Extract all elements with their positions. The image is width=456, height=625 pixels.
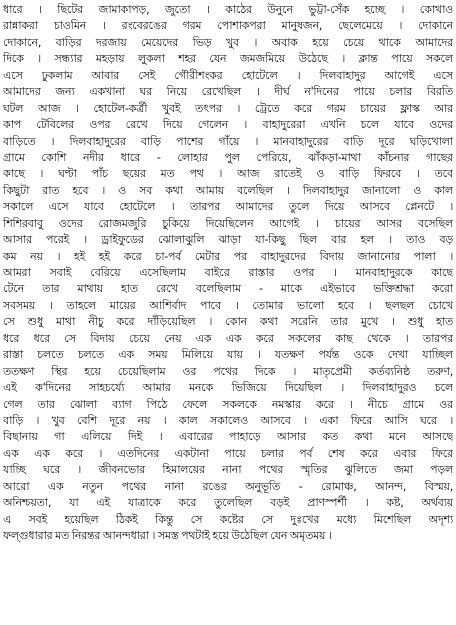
text-line-24: এই ক'দিনের সাহচর্য্যে আমার মনকে ভিজিয়ে দিয়েছিল । দিলবাহাদুরও চলে — [3, 381, 453, 395]
text-line-2: রান্নাকরা চাওমিন । রংবেরঙের গরম পোশাকপরা মানুষজন, ছেলেমেয়ে । দোকানে — [3, 19, 453, 33]
text-line-30: আরো এক নতুন পথের নানা রঙের অনুভূতি - রোমাঞ্চ, আনন্দ, বিস্ময়, — [3, 479, 453, 493]
text-line-3: দোকানে, বাড়ির দরজায় মেয়েদের ভিড় খুব । অবাক হয়ে চেয়ে থাকে আমাদের — [3, 35, 453, 49]
text-line-21: ধরে ধরে সে বিদায় চেয়ে নেয় এক এক করে সকলের কাছ থেকে । তারপর — [3, 331, 453, 345]
text-line-23: ততক্ষণ স্থির হয়ে চেয়েছিলাম ওর পথের দিকে । মাতৃপ্রেমী কর্তব্যনিষ্ঠ তরুণ, — [3, 364, 453, 378]
text-line-13: সকালে এসে যাবে হোটেলে । তারপর আমাদের তুলে দিয়ে আসবে প্লেনটে । — [3, 200, 453, 214]
text-line-29: যাচ্ছি ঘরে । জীবনভোর হিমালয়ের নানা পথের স্মৃতির ঝুলিতে জমা পড়ল — [3, 463, 453, 477]
text-line-31: অনিশ্চয়তা, যা এই যাত্রাকে করে তুলেছিল বড়ই প্রাণস্পর্শী । কষ্ট, অর্থব্যয় — [3, 496, 453, 510]
text-line-12: কিছুটা রাত হবে । ও সব কথা আমায় বলেছিল । দিলবাহাদুর জানালো ও কাল — [3, 183, 453, 197]
text-line-6: আমাদের জন্য একখানা ঘর নিয়ে রেখেছিল । দীর্ঘ ন'দিনের পায়ে চলার বিরতি — [3, 85, 453, 99]
text-line-17: আমরা সবাই বেরিয়ে এসেছিলাম বাইরে রাস্তার ওপর । মানবাহাদুরকে কাছে — [3, 266, 453, 279]
text-line-28: এক এক করে । এতদিনের একটানা পায়ে চলার পর্ব শেষ করে এবার ফিরে — [3, 446, 453, 460]
text-line-14: শিশিরবাবু ওদের রোজমজুরি চুকিয়ে দিয়েছিলেন আগেই । চায়ের আসর বসেছিল — [3, 216, 453, 230]
text-line-4: দিকে । সন্ধ্যার মহড়ায় লুকলা শহর যেন জমজমিয়ে উঠেছে । ক্লান্ত পায়ে সকলে — [3, 52, 453, 66]
text-line-18: টেনে তার মাথায় হাত রেখে বলেছিলাম - মাকে এইভাবে ভক্তিশ্রদ্ধা করো — [3, 282, 453, 296]
text-line-26: বাড়ি । খুব বেশি দূরে নয় । কাল সকালেও আসবে । একা ফিরে আসি ঘরে । — [3, 413, 453, 427]
text-line-33: ফল্গুধারার মত নিরন্তর আনন্দধারা । সমস্ত পথটাই হয়ে উঠেছিল যেন অমৃতময় । — [3, 529, 332, 542]
text-line-1: ধারে । ছিটের জামাকাপড়, জুতো । কাঠের উনুনে ভুট্টা-সেঁক হচ্ছে । কোথাও — [3, 3, 453, 16]
text-line-32: এ সবই হয়েছিল ঠিকই কিন্তু সে কষ্টের সে দুঃখের মধ্যে মিশেছিল অদৃশ্য — [3, 512, 453, 526]
text-line-22: রাস্তা চলতে চলতে এক সময় মিলিয়ে যায় । যতক্ষণ পর্যন্ত ওকে দেখা যাচ্ছিল — [3, 348, 453, 362]
text-line-20: সে শুধু মাথা নীচু করে দাঁড়িয়েছিল । কোন কথা সরেনি তার মুখে । শুধু হাত — [3, 315, 453, 329]
text-line-16: কম নয় । হই হই করে চা-পর্ব মেটার পর বাহাদুরদের বিদায় জানানোর পালা । — [3, 249, 453, 263]
text-line-27: বিছানায় গা এলিয়ে দিই । এবারের পাহাড়ে আসার কত কথা মনে আসছে — [3, 430, 453, 444]
text-line-7: ঘটল আজ । হোটেল-কর্ত্রী খুবই তৎপর । ট্রেতে করে গরম চায়ের ফ্লাস্ক আর — [3, 101, 453, 115]
text-line-15: আসার পরেই । ড্রাইফুডের ঝোলাঝুলি ঝাড়া যা-কিছু ছিল বার হল । তাও বড় — [3, 233, 453, 247]
text-line-11: কাছে । ঘণ্টা পাঁচ ছয়ের মত পথ । আজ রাতেই ও বাড়ি ফিরবে । তবে — [3, 167, 453, 181]
text-line-8: কাপ টেবিলের ওপর রেখে দিয়ে গেলেন । বাহাদুরেরা এখনি চলে যাবে ওদের — [3, 118, 453, 132]
text-line-10: গ্রামে কোশি নদীর ধারে - লোহার পুল পেরিয়ে, ঝাঁকড়া-মাথা কাঁচনার গাছের — [3, 150, 453, 164]
text-line-25: গেল তার ঝোলা ব্যাগ পিঠে ফেলে সকলকে নমস্কার করে । নীচে গ্রামে ওর — [3, 397, 453, 411]
text-line-19: সবসময় । তাহলে মায়ের আশির্বাদ পাবে । তোমার ভালো হবে । ছলছল চোখে — [3, 298, 453, 312]
body-text — [3, 2, 453, 544]
text-line-5: এসে ঢুকলাম আবার সেই গৌরীশংকর হোটেলে । দিলবাহাদুর আগেই এসে — [3, 68, 453, 82]
text-line-9: বাড়িতে । দিলবাহাদুরের বাড়ি পাশের গাঁয়ে । মানবাহাদুরের বাড়ি দূরে ঘড়িখোলা — [3, 134, 453, 148]
